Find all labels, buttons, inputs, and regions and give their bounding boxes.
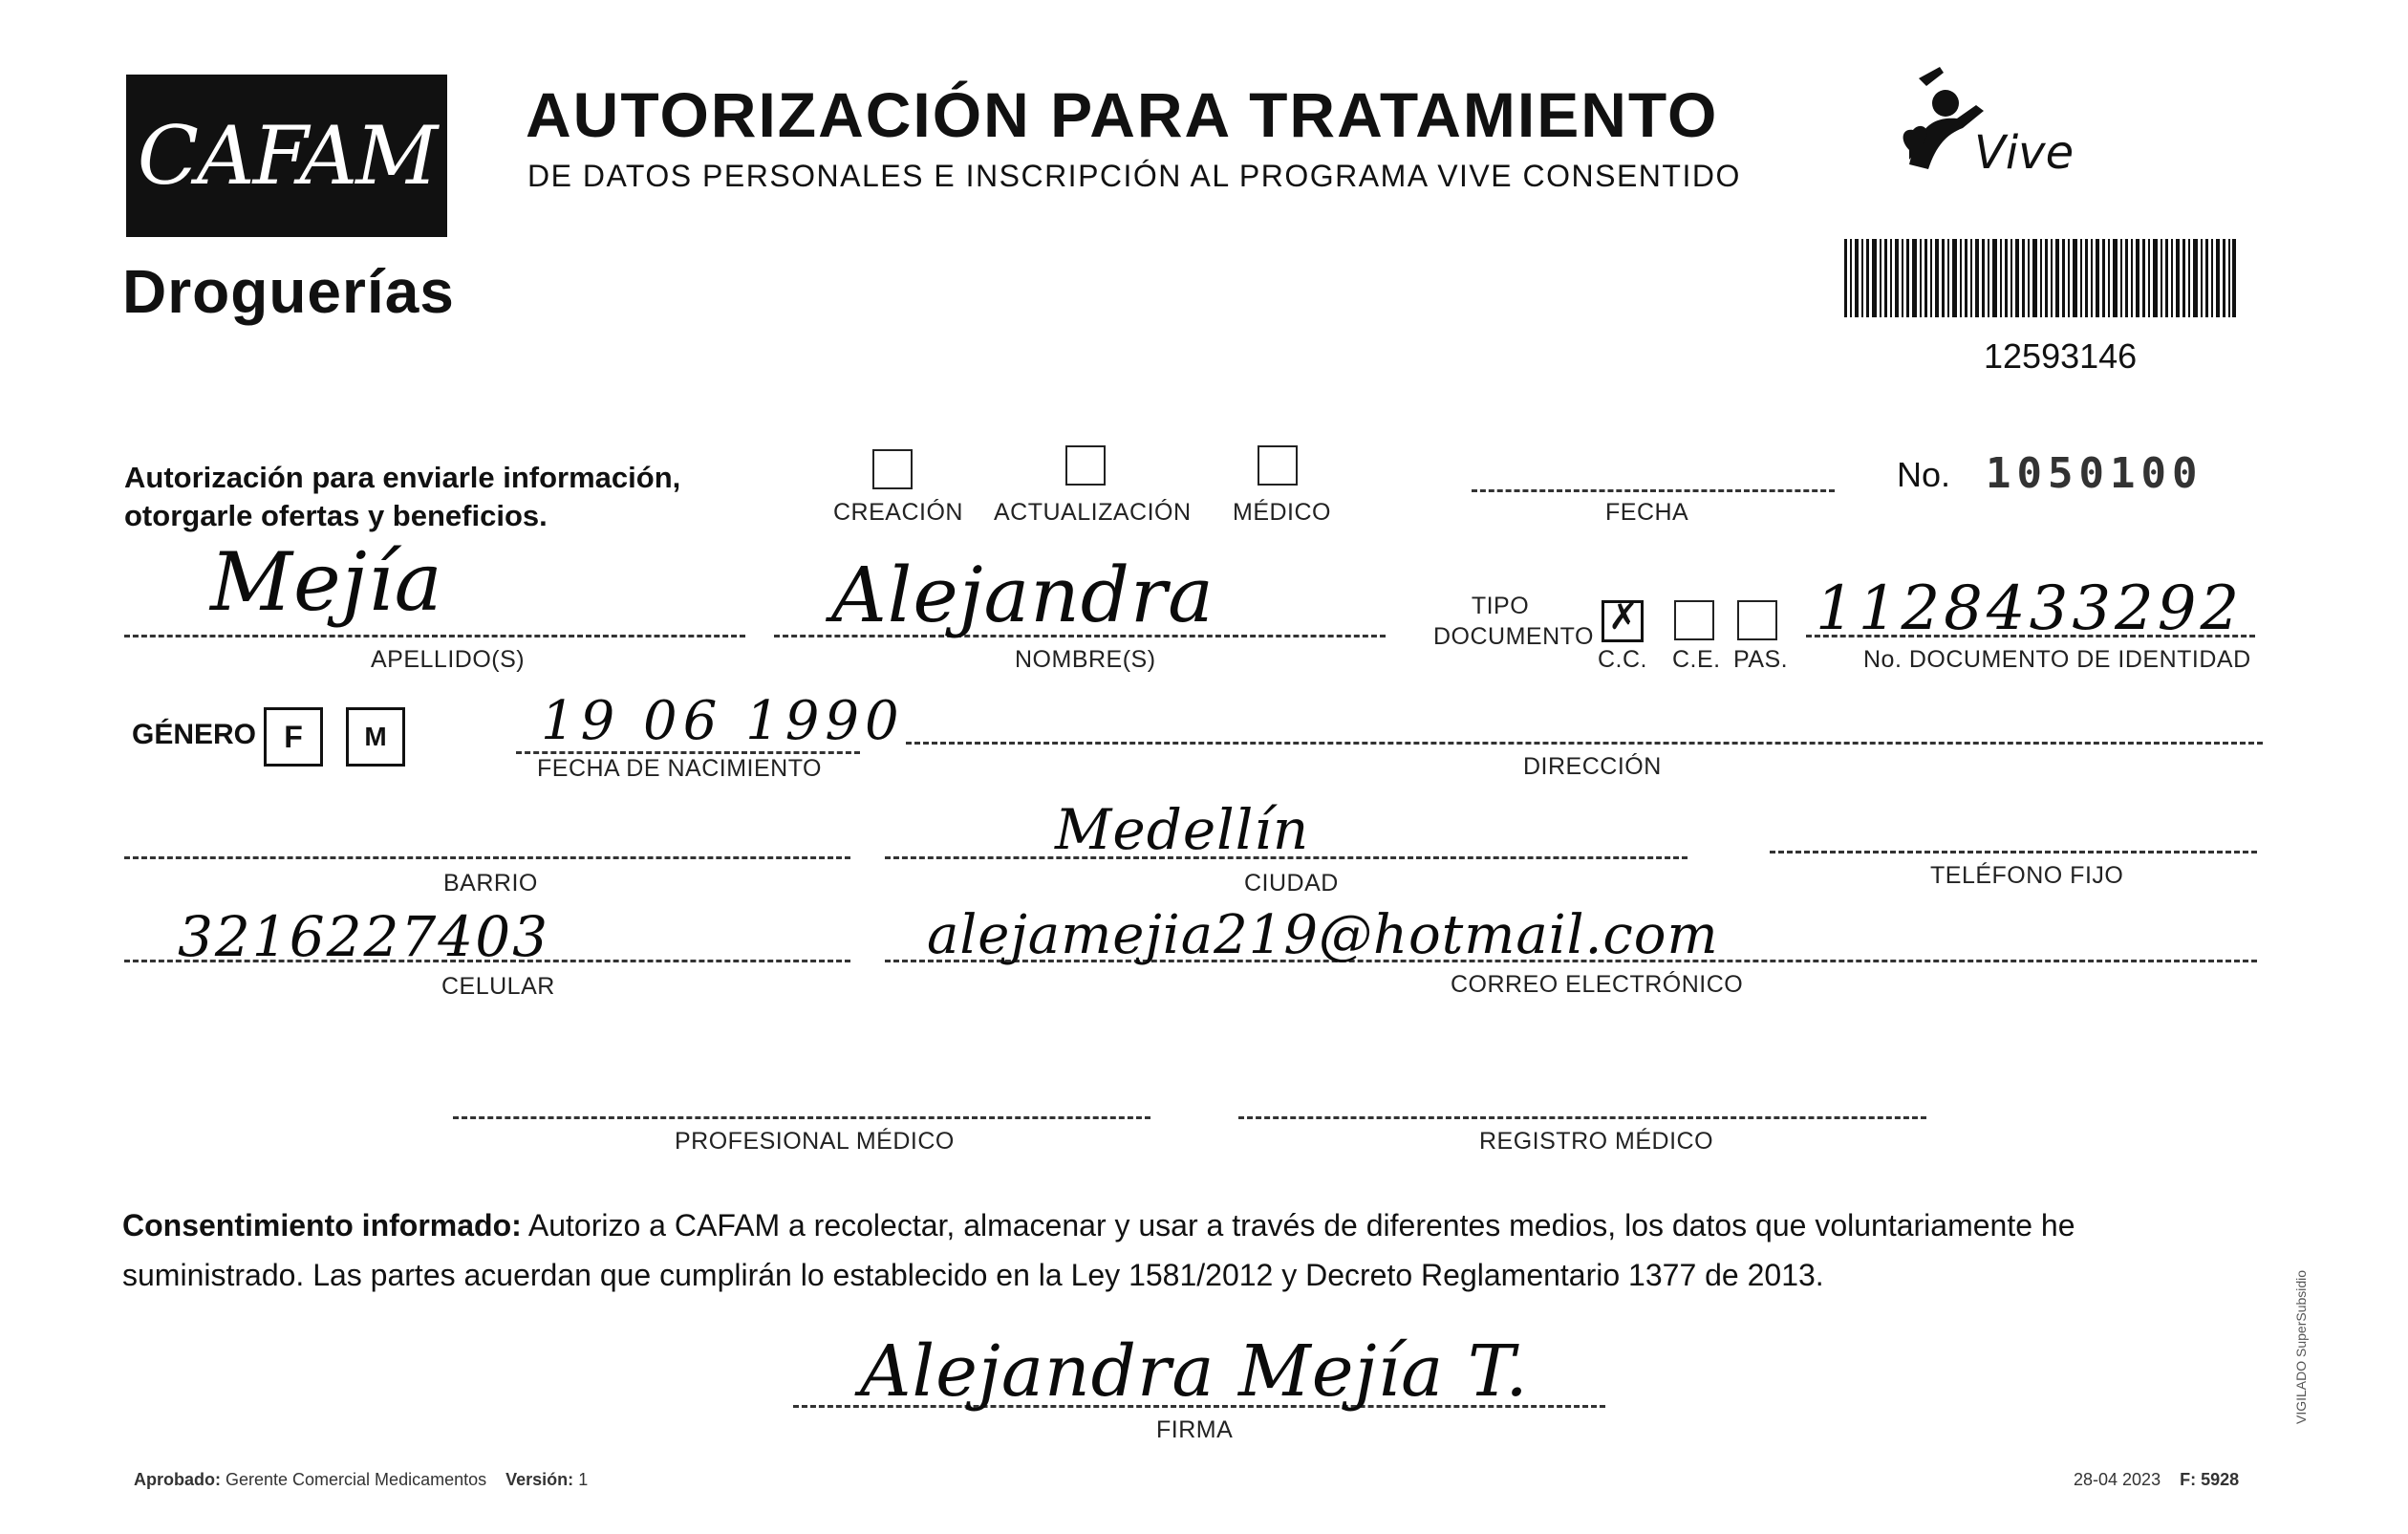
barcode-number: 12593146 — [1984, 336, 2138, 376]
aprobado-value: Gerente Comercial Medicamentos — [226, 1470, 487, 1489]
celular-label: CELULAR — [441, 973, 555, 1000]
creacion-label: CREACIÓN — [833, 499, 963, 526]
firma-label: FIRMA — [1156, 1416, 1234, 1443]
cc-label: C.C. — [1598, 646, 1647, 673]
registro-label: REGISTRO MÉDICO — [1479, 1128, 1714, 1155]
fecha-nacimiento-value: 19 06 1990 — [541, 690, 905, 752]
cc-checkbox[interactable] — [1602, 595, 1644, 642]
form-number-label: No. — [1897, 455, 1951, 494]
correo-label: CORREO ELECTRÓNICO — [1451, 971, 1744, 998]
footer-code: F: 5928 — [2180, 1470, 2240, 1489]
cafam-logo — [126, 75, 447, 237]
apellido-label: APELLIDO(S) — [371, 646, 526, 673]
consent-paragraph — [122, 1200, 2263, 1300]
creacion-checkbox[interactable] — [872, 449, 913, 489]
cc-check-mark: ✗ — [1608, 595, 1639, 637]
medico-checkbox[interactable] — [1258, 445, 1298, 486]
ce-checkbox[interactable] — [1674, 600, 1714, 640]
ce-label: C.E. — [1672, 646, 1721, 673]
nombre-label: NOMBRE(S) — [1015, 646, 1156, 673]
fecha-nacimiento-label: FECHA DE NACIMIENTO — [537, 755, 822, 782]
version-value: 1 — [578, 1470, 589, 1489]
genero-label: GÉNERO — [132, 719, 257, 750]
registro-line[interactable] — [1238, 1116, 1926, 1119]
form-number-value: 1050100 — [1986, 449, 2204, 498]
footer-approval — [134, 1470, 588, 1490]
genero-f-checkbox[interactable] — [264, 707, 323, 767]
form-title: AUTORIZACIÓN PARA TRATAMIENTO — [526, 79, 1719, 150]
consent-heading: Consentimiento informado: — [122, 1208, 522, 1242]
actualizacion-label: ACTUALIZACIÓN — [994, 499, 1192, 526]
genero-m-label: M — [364, 722, 387, 751]
form-subtitle: DE DATOS PERSONALES E INSCRIPCIÓN AL PROGRAMA VIVE CONSENTIDO — [527, 159, 1741, 193]
ciudad-value: Medellín — [1055, 797, 1310, 862]
barrio-label: BARRIO — [443, 870, 538, 897]
profesional-label: PROFESIONAL MÉDICO — [675, 1128, 955, 1155]
pas-label: PAS. — [1733, 646, 1789, 673]
fecha-line — [1472, 489, 1835, 492]
vive-text: Vive — [1974, 126, 2075, 180]
vigilado-text: VIGILADO SuperSubsidio — [2293, 1269, 2309, 1424]
ciudad-label: CIUDAD — [1244, 870, 1339, 897]
profesional-line[interactable] — [453, 1116, 1150, 1119]
actualizacion-checkbox[interactable] — [1065, 445, 1106, 486]
vive-logo — [1890, 59, 2091, 184]
doc-number-value: 1128433292 — [1816, 573, 2244, 644]
genero-m-checkbox[interactable] — [346, 707, 405, 767]
authorization-text: Autorización para enviarle información, otorgarle ofertas y beneficios. — [124, 461, 681, 532]
apellido-line[interactable] — [124, 635, 745, 637]
nombre-value: Alejandra — [831, 551, 1215, 639]
fecha-label: FECHA — [1605, 499, 1689, 526]
genero-f-label: F — [284, 719, 303, 754]
barcode — [1844, 239, 2236, 317]
pas-checkbox[interactable] — [1737, 600, 1777, 640]
direccion-label: DIRECCIÓN — [1523, 753, 1662, 780]
firma-value: Alejandra Mejía T. — [860, 1330, 1529, 1413]
brand-subtitle: Droguerías — [122, 257, 455, 326]
consent-text: Autorizo a CAFAM a recolectar, almacenar y usar a través de diferentes medios, los datos que voluntariamente he suministrado. Las partes acuerdan que cumplirán lo establecido en la Ley 1581/2012 y Decreto Reglamentario 1377 de 2013. — [122, 1208, 2075, 1292]
apellido-value: Mejía — [210, 535, 443, 629]
footer-date: 28-04 2023 — [2074, 1470, 2161, 1489]
celular-value: 3216227403 — [178, 904, 550, 969]
telefono-label: TELÉFONO FIJO — [1930, 862, 2124, 889]
logo-text: CAFAM — [137, 109, 437, 203]
barrio-line[interactable] — [124, 856, 850, 859]
medico-label: MÉDICO — [1233, 499, 1331, 526]
footer-date-code — [2074, 1470, 2239, 1490]
correo-value: alejamejia219@hotmail.com — [927, 904, 1719, 966]
aprobado-label: Aprobado: — [134, 1470, 221, 1489]
tipo-documento-label: TIPO DOCUMENTO — [1433, 593, 1594, 650]
version-label: Versión: — [505, 1470, 574, 1489]
direccion-line[interactable] — [906, 742, 2263, 745]
doc-number-label: No. DOCUMENTO DE IDENTIDAD — [1863, 646, 2251, 673]
telefono-line[interactable] — [1770, 851, 2257, 853]
